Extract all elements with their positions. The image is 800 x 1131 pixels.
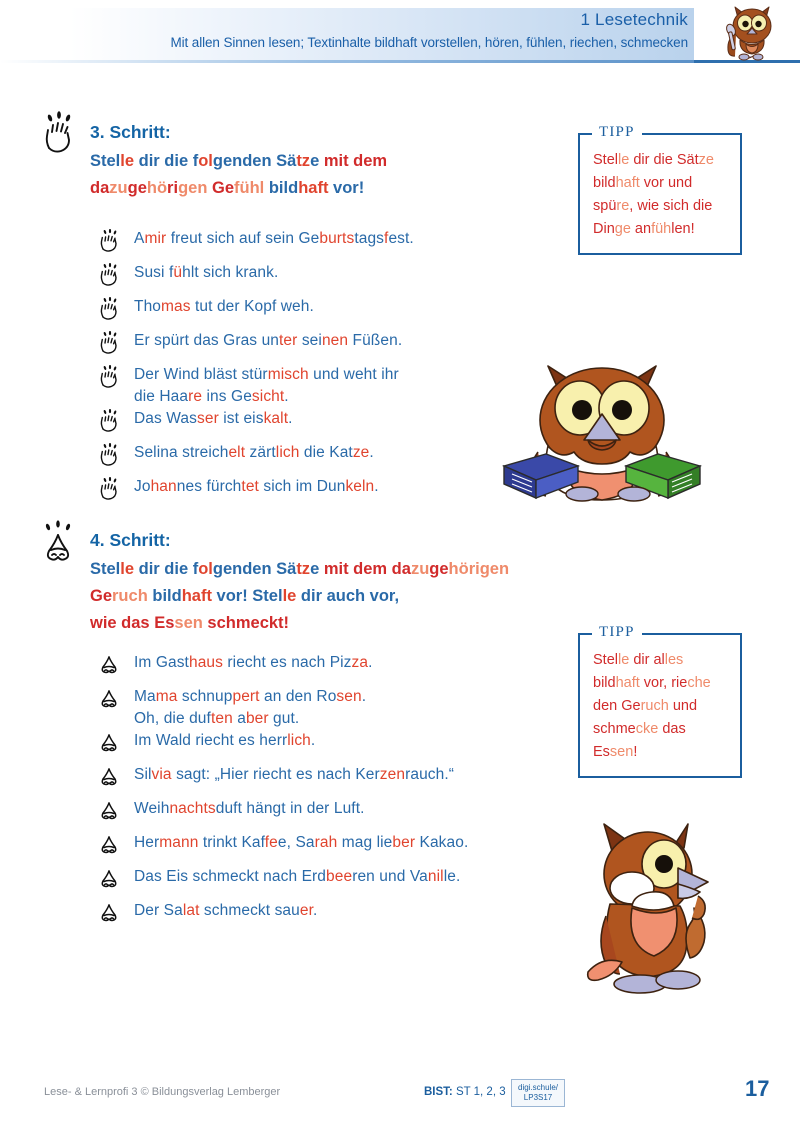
tipp-box-1 <box>578 124 742 255</box>
bist-label: BIST: <box>424 1086 453 1098</box>
syllable-run: ol <box>198 560 213 578</box>
syllable-run: . <box>369 444 374 461</box>
syllable-run: . <box>288 410 293 427</box>
sentence-text <box>134 330 566 352</box>
syllable-run: f <box>384 230 389 247</box>
tipp-body <box>593 649 728 764</box>
syllable-run: ge <box>614 221 631 237</box>
syllable-run: , wie sich die <box>629 198 713 214</box>
sentence-text <box>134 228 566 250</box>
sentence-item <box>96 832 566 866</box>
tipp-box-2 <box>578 624 742 778</box>
text-line <box>134 900 566 922</box>
syllable-run: Das Was <box>134 410 197 427</box>
hand-icon <box>96 365 122 389</box>
syllable-run: ruch <box>640 698 669 714</box>
syllable-run: genden Sä <box>212 560 297 578</box>
hand-icon <box>96 443 122 467</box>
syllable-run: tet <box>241 478 259 495</box>
syllable-run: che <box>687 675 711 691</box>
syllable-run: Selina streich <box>134 444 229 461</box>
text-line <box>134 228 566 250</box>
sentence-item <box>96 730 566 764</box>
text-line <box>90 556 610 583</box>
text-line <box>134 296 566 318</box>
syllable-run: gut. <box>268 710 300 727</box>
syllable-run: dir al <box>629 652 665 668</box>
text-line <box>593 649 728 672</box>
syllable-run: elt <box>228 444 246 461</box>
syllable-run: ber <box>245 710 269 727</box>
syllable-run: rauch.“ <box>405 766 455 783</box>
nose-icon <box>96 799 122 823</box>
sentence-text <box>134 730 566 752</box>
sentence-text <box>134 296 566 318</box>
syllable-run: misch <box>267 366 309 383</box>
syllable-run: ge <box>429 560 449 578</box>
syllable-run: le <box>120 152 135 170</box>
text-line <box>134 330 566 352</box>
digi-schule-code-box[interactable] <box>511 1079 565 1107</box>
syllable-run: le <box>618 652 630 668</box>
syllable-run: zu <box>410 560 430 578</box>
syllable-run: mit dem <box>323 152 388 170</box>
syllable-run: schme <box>593 721 636 737</box>
syllable-run: haft <box>615 175 640 191</box>
text-line <box>134 832 566 854</box>
syllable-run: ser <box>197 410 219 427</box>
syllable-run: kalt <box>263 410 289 427</box>
syllable-run: trinkt Kaf <box>198 834 265 851</box>
syllable-run: A <box>134 230 145 247</box>
syllable-run: er <box>299 902 314 919</box>
syllable-run: zen <box>379 766 406 783</box>
nose-icon <box>96 653 122 677</box>
syllable-run: ter <box>279 332 298 349</box>
syllable-run: sen <box>174 614 203 632</box>
nose-icon <box>96 687 122 711</box>
text-line <box>593 172 728 195</box>
syllable-run: hlt sich krank. <box>182 264 279 281</box>
sentence-item <box>96 296 566 330</box>
text-line <box>593 195 728 218</box>
sentence-text <box>134 900 566 922</box>
syllable-run: bild <box>593 675 616 691</box>
code-line-2: LP3S17 <box>523 1093 553 1102</box>
header-underline <box>0 60 694 63</box>
syllable-run: les <box>664 652 684 668</box>
nose-icon <box>96 765 122 789</box>
syllable-run: haft <box>615 675 640 691</box>
syllable-run: zärt <box>245 444 276 461</box>
sentence-item <box>96 262 566 296</box>
syllable-run: mit dem da <box>323 560 411 578</box>
syllable-run: nen <box>321 332 349 349</box>
syllable-run: Oh, die duf <box>134 710 211 727</box>
text-line <box>90 583 610 610</box>
syllable-run: lich <box>287 732 311 749</box>
syllable-run: vor! Stel <box>211 587 283 605</box>
syllable-run: tz <box>296 560 311 578</box>
syllable-run: Der Wind bläst stür <box>134 366 268 383</box>
hand-icon <box>96 297 122 321</box>
syllable-run: Stel <box>90 560 121 578</box>
syllable-run: die Haa <box>134 388 189 405</box>
text-line <box>134 730 566 752</box>
nose-icon <box>96 731 122 755</box>
syllable-run: dir die f <box>134 152 199 170</box>
sentence-item <box>96 798 566 832</box>
syllable-run: le. <box>443 868 461 885</box>
sentence-item <box>96 764 566 798</box>
syllable-run: schmeckt! <box>202 614 290 632</box>
syllable-run: Sil <box>134 766 152 783</box>
syllable-run: sich im Dun <box>258 478 346 495</box>
syllable-run: . <box>361 688 367 705</box>
syllable-run: ren und Va <box>352 868 428 885</box>
nose-icon <box>96 901 122 925</box>
syllable-run: re <box>616 198 630 214</box>
syllable-run: Das Eis schmeckt nach Erd <box>134 868 327 885</box>
syllable-run: pert <box>232 688 260 705</box>
footer-credit: Lese- & Lernprofi 3 © Bildungsverlag Lemberger <box>44 1086 281 1098</box>
owl-thinking-illustration <box>566 812 742 1002</box>
syllable-run: le <box>120 560 135 578</box>
syllable-run: . <box>374 478 379 495</box>
syllable-run: spü <box>593 198 617 214</box>
text-line <box>90 610 610 637</box>
syllable-run: len! <box>671 221 695 237</box>
syllable-run: lat <box>182 902 200 919</box>
syllable-run: nachts <box>169 800 216 817</box>
nose-icon <box>96 833 122 857</box>
syllable-run: Der Sa <box>134 902 183 919</box>
tipp-label: TIPP <box>592 624 642 641</box>
step-4-title: 4. Schritt: <box>90 530 171 550</box>
sentence-item <box>96 228 566 262</box>
syllable-run: vor und <box>639 175 693 191</box>
syllable-run: und <box>668 698 698 714</box>
syllable-run: Susi f <box>134 264 174 281</box>
syllable-run: nes fürch <box>176 478 242 495</box>
hand-icon <box>96 229 122 253</box>
hand-icon <box>96 409 122 433</box>
syllable-run: mas <box>161 298 191 315</box>
syllable-run: das <box>658 721 686 737</box>
owl-with-wrench-icon <box>700 0 796 62</box>
syllable-run: dir die f <box>134 560 199 578</box>
syllable-run: den Ge <box>593 698 641 714</box>
syllable-run: le <box>618 152 630 168</box>
syllable-run: lich <box>275 444 300 461</box>
syllable-run: . <box>368 654 373 671</box>
syllable-run: bee <box>326 868 353 885</box>
sentence-item <box>96 652 566 686</box>
syllable-run: haft <box>298 179 329 197</box>
sentence-text <box>134 652 566 674</box>
syllable-run: le <box>282 587 297 605</box>
syllable-run: . <box>284 388 289 405</box>
text-line <box>90 175 610 202</box>
page-number: 17 <box>745 1076 770 1101</box>
sentence-text <box>134 686 566 730</box>
syllable-run: die Kat <box>299 444 353 461</box>
nose-icon <box>96 901 122 925</box>
syllable-run: via <box>151 766 172 783</box>
syllable-run: Din <box>593 221 615 237</box>
syllable-run: dir auch vor, <box>296 587 400 605</box>
syllable-run: und weht ihr <box>308 366 399 383</box>
nose-icon <box>96 731 122 755</box>
syllable-run: hörigen <box>448 560 510 578</box>
text-line <box>134 708 566 730</box>
syllable-run: rah <box>314 834 338 851</box>
code-line-1: digi.schule/ <box>518 1083 559 1092</box>
nose-icon <box>96 799 122 823</box>
text-line <box>593 718 728 741</box>
nose-icon <box>96 867 122 891</box>
syllable-run: a <box>232 710 246 727</box>
hand-icon <box>96 443 122 467</box>
hand-icon <box>96 331 122 355</box>
text-line <box>593 218 728 241</box>
syllable-run: Es <box>593 744 610 760</box>
nose-icon <box>96 833 122 857</box>
syllable-run: ma <box>155 688 178 705</box>
nose-icon <box>96 653 122 677</box>
syllable-run: han <box>150 478 177 495</box>
syllable-run: ! <box>633 744 638 760</box>
syllable-run: fühl <box>234 179 265 197</box>
tipp-label: TIPP <box>592 124 642 141</box>
sentence-text <box>134 832 566 854</box>
syllable-run: Im Wald riecht es herr <box>134 732 288 749</box>
step-4-sentence-list <box>96 652 566 934</box>
syllable-run: mann <box>159 834 199 851</box>
nose-icon <box>96 687 122 711</box>
syllable-run: ze <box>698 152 714 168</box>
sentence-text <box>134 866 566 888</box>
hand-icon <box>96 477 122 501</box>
sentence-item <box>96 686 566 730</box>
sentence-text <box>134 764 566 786</box>
syllable-run: ist eis <box>218 410 264 427</box>
hand-icon <box>96 263 122 287</box>
text-line <box>134 652 566 674</box>
syllable-run: Füßen. <box>348 332 403 349</box>
syllable-run: Ge <box>207 179 235 197</box>
syllable-run: e, Sa <box>277 834 315 851</box>
hand-icon <box>96 477 122 501</box>
syllable-run: sicht <box>251 388 285 405</box>
chapter-subtitle: Mit allen Sinnen lesen; Textinhalte bildhaft vorstellen, hören, fühlen, riechen, schmecken <box>170 35 688 50</box>
page-footer <box>0 1078 800 1118</box>
syllable-run: ins Ge <box>202 388 252 405</box>
syllable-run: Er spürt das Gras un <box>134 332 280 349</box>
syllable-run: dir die Sät <box>629 152 699 168</box>
syllable-run: ze <box>352 444 370 461</box>
step-3-lead <box>90 148 610 202</box>
hand-icon <box>96 365 122 389</box>
text-line <box>134 686 566 708</box>
syllable-run: keln <box>345 478 375 495</box>
syllable-run: ge <box>127 179 147 197</box>
syllable-run: cke <box>635 721 659 737</box>
syllable-run: bild <box>147 587 182 605</box>
syllable-run: schmeckt sau <box>199 902 300 919</box>
syllable-run: zu <box>109 179 128 197</box>
hand-icon <box>96 263 122 287</box>
syllable-run: . <box>313 902 318 919</box>
hand-icon <box>96 297 122 321</box>
hand-icon <box>96 409 122 433</box>
syllable-run: Jo <box>134 478 151 495</box>
syllable-run: haus <box>188 654 223 671</box>
text-line <box>593 149 728 172</box>
syllable-run: genden Sä <box>212 152 297 170</box>
syllable-run: re <box>188 388 203 405</box>
syllable-run: Ge <box>90 587 113 605</box>
text-line <box>134 262 566 284</box>
syllable-run: fe <box>264 834 278 851</box>
chapter-title: 1 Lesetechnik <box>580 10 688 29</box>
syllable-run: füh <box>651 221 672 237</box>
syllable-run: e <box>310 152 324 170</box>
syllable-run: ol <box>198 152 213 170</box>
text-line <box>593 672 728 695</box>
text-line <box>134 798 566 820</box>
syllable-run: an <box>630 221 652 237</box>
sentence-text <box>134 262 566 284</box>
syllable-run: riecht es nach Piz <box>222 654 352 671</box>
syllable-run: ten <box>210 710 233 727</box>
syllable-run: bild <box>264 179 299 197</box>
syllable-run: Stel <box>90 152 121 170</box>
syllable-run: haft <box>181 587 212 605</box>
sentence-item <box>96 900 566 934</box>
nose-smelling-icon <box>36 518 82 564</box>
syllable-run: mag lie <box>337 834 393 851</box>
footer-bist <box>424 1086 506 1098</box>
syllable-run: e <box>310 560 324 578</box>
syllable-run: Stel <box>593 652 618 668</box>
syllable-run: bild <box>593 175 616 191</box>
hand-feeling-icon <box>36 110 82 156</box>
syllable-run: . <box>310 732 316 749</box>
syllable-run: an den Ro <box>259 688 337 705</box>
hand-icon <box>96 331 122 355</box>
syllable-run: duft hängt in der Luft. <box>215 800 365 817</box>
step-4-lead <box>90 556 610 637</box>
syllable-run: ruch <box>112 587 148 605</box>
sentence-text <box>134 798 566 820</box>
step-3-title: 3. Schritt: <box>90 122 171 142</box>
syllable-run: vor, rie <box>639 675 688 691</box>
syllable-run: Stel <box>593 152 618 168</box>
syllable-run: nil <box>427 868 444 885</box>
syllable-run: gen <box>178 179 208 197</box>
text-line <box>134 866 566 888</box>
syllable-run: Tho <box>134 298 162 315</box>
text-line <box>90 148 610 175</box>
syllable-run: mir <box>144 230 167 247</box>
page-header <box>0 0 800 68</box>
text-line <box>593 695 728 718</box>
syllable-run: ü <box>173 264 183 281</box>
sentence-item <box>96 866 566 900</box>
syllable-run: est. <box>388 230 414 247</box>
syllable-run: tz <box>296 152 311 170</box>
syllable-run: ber <box>392 834 416 851</box>
bist-value: ST 1, 2, 3 <box>455 1086 506 1098</box>
syllable-run: vor! <box>328 179 365 197</box>
nose-icon <box>96 765 122 789</box>
syllable-run: Ma <box>134 688 156 705</box>
syllable-run: za <box>351 654 369 671</box>
syllable-run: sen <box>336 688 362 705</box>
syllable-run: wie das Es <box>90 614 175 632</box>
syllable-run: schnup <box>177 688 233 705</box>
syllable-run: Im Gast <box>134 654 189 671</box>
nose-icon <box>96 867 122 891</box>
syllable-run: da <box>90 179 110 197</box>
syllable-run: sagt: „Hier riecht es nach Ker <box>171 766 380 783</box>
text-line <box>593 741 728 764</box>
syllable-run: tut der Kopf weh. <box>190 298 314 315</box>
syllable-run: sei <box>297 332 322 349</box>
syllable-run: Her <box>134 834 160 851</box>
syllable-run: freut sich auf sein Ge <box>166 230 320 247</box>
syllable-run: tags <box>354 230 385 247</box>
owl-with-books-illustration <box>484 358 720 503</box>
tipp-body <box>593 149 728 241</box>
syllable-run: sen <box>609 744 634 760</box>
syllable-run: burts <box>319 230 355 247</box>
hand-icon <box>96 229 122 253</box>
text-line <box>134 764 566 786</box>
syllable-run: Kakao. <box>415 834 469 851</box>
syllable-run: Weih <box>134 800 170 817</box>
syllable-run: ri <box>167 179 179 197</box>
syllable-run: hö <box>146 179 168 197</box>
